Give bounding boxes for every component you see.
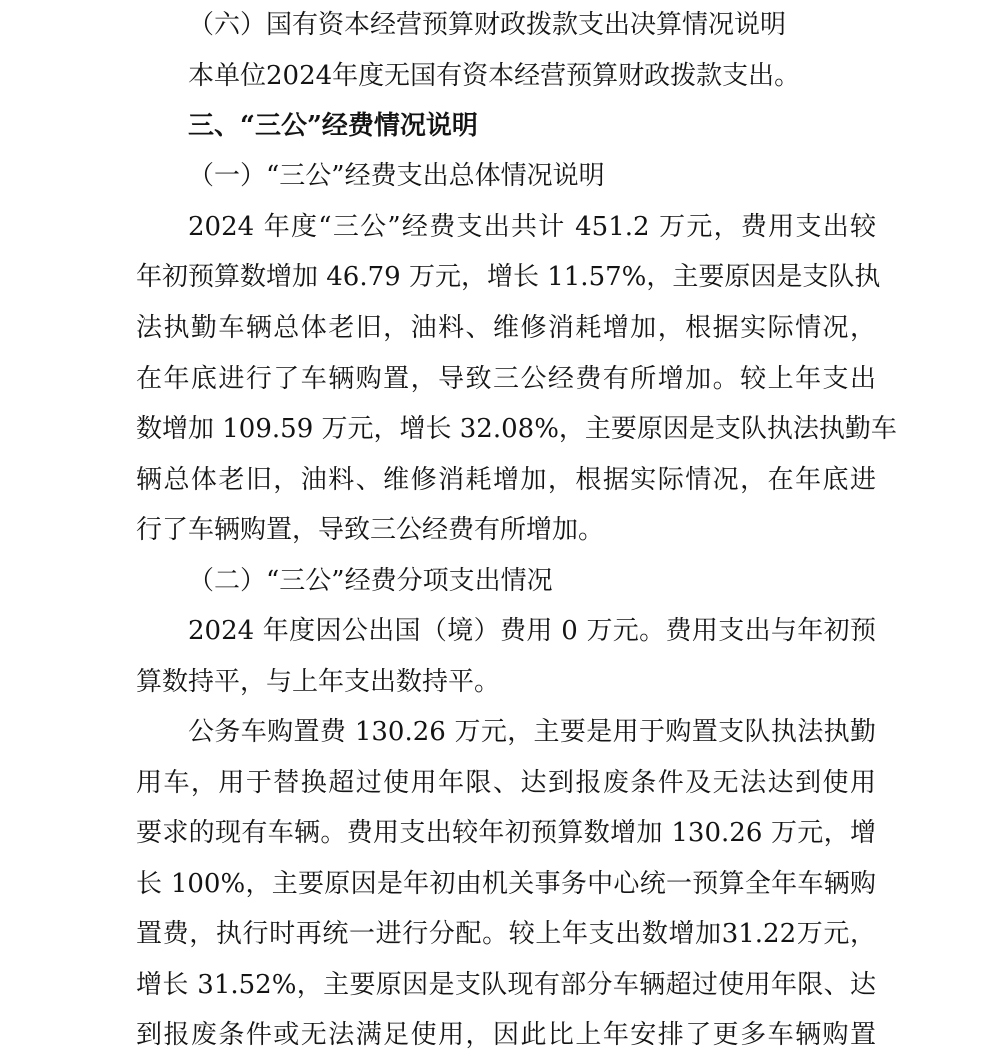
subsection-heading-2: （二）“三公”经费分项支出情况 (188, 566, 553, 596)
paragraph-line: 公务车购置费 130.26 万元，主要是用于购置支队执法执勤 (188, 717, 876, 747)
subsection-heading-6: （六）国有资本经营预算财政拨款支出决算情况说明 (188, 10, 787, 40)
paragraph-line: 辆总体老旧，油料、维修消耗增加，根据实际情况，在年底进 (136, 465, 876, 495)
paragraph-line: 要求的现有车辆。费用支出较年初预算数增加 130.26 万元，增 (136, 818, 876, 848)
paragraph-line: 行了车辆购置，导致三公经费有所增加。 (136, 515, 605, 545)
paragraph-line: 用车，用于替换超过使用年限、达到报废条件及无法达到使用 (136, 768, 876, 798)
paragraph-line: 算数持平，与上年支出数持平。 (136, 667, 501, 697)
paragraph-line: 到报废条件或无法满足使用，因此比上年安排了更多车辆购置 (136, 1020, 876, 1050)
paragraph-line: 本单位2024年度无国有资本经营预算财政拨款支出。 (188, 61, 801, 91)
paragraph-line: 年初预算数增加 46.79 万元，增长 11.57%，主要原因是支队执 (136, 262, 881, 292)
subsection-heading-1: （一）“三公”经费支出总体情况说明 (188, 161, 605, 191)
paragraph-line: 数增加 109.59 万元，增长 32.08%，主要原因是支队执法执勤车 (136, 414, 897, 444)
paragraph-line: 置费，执行时再统一进行分配。较上年支出数增加31.22万元， (136, 919, 876, 949)
paragraph-line: 2024 年度因公出国（境）费用 0 万元。费用支出与年初预 (188, 616, 876, 646)
paragraph-line: 法执勤车辆总体老旧，油料、维修消耗增加，根据实际情况， (136, 313, 876, 343)
paragraph-line: 在年底进行了车辆购置，导致三公经费有所增加。较上年支出 (136, 364, 876, 394)
paragraph-line: 2024 年度“三公”经费支出共计 451.2 万元，费用支出较 (188, 212, 876, 242)
section-heading-3: 三、“三公”经费情况说明 (188, 111, 478, 141)
paragraph-line: 长 100%，主要原因是年初由机关事务中心统一预算全年车辆购 (136, 869, 876, 899)
paragraph-line: 增长 31.52%，主要原因是支队现有部分车辆超过使用年限、达 (136, 970, 876, 1000)
